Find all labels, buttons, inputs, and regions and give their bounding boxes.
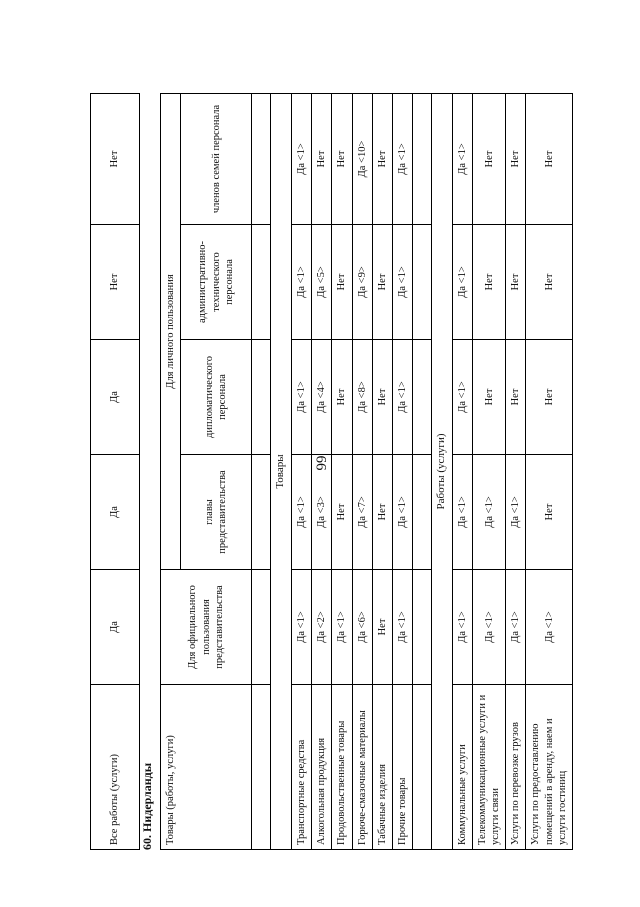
- cell-value: Да <1>: [452, 340, 472, 455]
- cell-value: Да <2>: [312, 570, 332, 685]
- cell-value: Нет: [506, 94, 526, 225]
- cell-value: Да <8>: [352, 340, 372, 455]
- cell-value: Да <1>: [292, 94, 312, 225]
- all-works-label: Все работы (услуги): [91, 685, 140, 850]
- country-heading: 60. Нидерланды: [140, 762, 154, 850]
- row-name: Коммунальные услуги: [452, 685, 472, 850]
- section-title-services: Работы (услуги): [431, 94, 452, 850]
- cell-value: Нет: [526, 340, 572, 455]
- cell-value: Да <1>: [452, 455, 472, 570]
- cell-value: Нет: [332, 340, 352, 455]
- all-works-value: Да: [91, 570, 140, 685]
- table-row: [352, 94, 372, 850]
- cell-value: Да <1>: [292, 455, 312, 570]
- cell-value: Нет: [312, 94, 332, 225]
- cell-value: Нет: [473, 94, 506, 225]
- cell-value: Нет: [526, 94, 572, 225]
- cell-value: Нет: [506, 340, 526, 455]
- cell-value: Нет: [372, 455, 392, 570]
- cell-value: Да <10>: [352, 94, 372, 225]
- section-row: [271, 94, 292, 850]
- cell-value: Да <1>: [473, 455, 506, 570]
- cell-value: Да <1>: [526, 570, 572, 685]
- table-row: [392, 94, 412, 850]
- cell-value: Нет: [526, 455, 572, 570]
- all-works-value: Да: [91, 455, 140, 570]
- table-row: [526, 94, 572, 850]
- cell-value: Да <1>: [292, 340, 312, 455]
- row-name: Транспортные средства: [292, 685, 312, 850]
- cell-value: Нет: [526, 225, 572, 340]
- cell-value: Да <4>: [312, 340, 332, 455]
- table-row: [473, 94, 506, 850]
- cell-value: Нет: [372, 340, 392, 455]
- cell-value: Да <1>: [452, 94, 472, 225]
- row-name: Услуги по предоставлению помещений в аренду, наем и услуги гостиниц: [526, 685, 572, 850]
- header-diplomatic: дипломатического персонала: [181, 340, 252, 455]
- cell-value: Нет: [473, 340, 506, 455]
- cell-value: Да <1>: [332, 570, 352, 685]
- table-row: [312, 94, 332, 850]
- header-goods: Товары (работы, услуги): [161, 685, 252, 850]
- rotated-page-content: [90, 94, 640, 850]
- all-works-value: Нет: [91, 94, 140, 225]
- all-works-row: [91, 94, 140, 850]
- cell-value: Нет: [506, 225, 526, 340]
- all-works-table: [90, 93, 140, 850]
- cell-value: Да <1>: [292, 570, 312, 685]
- cell-value: Да <1>: [392, 225, 412, 340]
- header-row: [161, 94, 181, 850]
- cell-value: Да <1>: [292, 225, 312, 340]
- cell-value: Нет: [332, 225, 352, 340]
- cell-value: Да <1>: [452, 225, 472, 340]
- blank-row: [412, 94, 431, 850]
- cell-value: Да <1>: [392, 94, 412, 225]
- cell-value: Да <1>: [506, 455, 526, 570]
- cell-value: Да <1>: [506, 570, 526, 685]
- header-head: главы представительства: [181, 455, 252, 570]
- cell-value: Да <6>: [352, 570, 372, 685]
- cell-value: Да <7>: [352, 455, 372, 570]
- cell-value: Да <1>: [392, 455, 412, 570]
- header-personal: Для личного пользования: [161, 94, 181, 570]
- row-name: Телекоммуникационные услуги и услуги связи: [473, 685, 506, 850]
- section-title-goods: Товары: [271, 94, 292, 850]
- cell-value: Нет: [473, 225, 506, 340]
- header-family: членов семей персонала: [181, 94, 252, 225]
- table-row: [332, 94, 352, 850]
- cell-value: Нет: [332, 455, 352, 570]
- row-name: Продовольственные товары: [332, 685, 352, 850]
- all-works-value: Нет: [91, 225, 140, 340]
- all-works-value: Да: [91, 340, 140, 455]
- cell-value: Да <1>: [473, 570, 506, 685]
- cell-value: Нет: [372, 94, 392, 225]
- table-row: [372, 94, 392, 850]
- cell-value: Нет: [372, 570, 392, 685]
- row-name: Табачные изделия: [372, 685, 392, 850]
- header-official: Для официального пользования представительства: [161, 570, 252, 685]
- blank-row: [252, 94, 271, 850]
- table-row: [452, 94, 472, 850]
- cell-value: Да <1>: [392, 570, 412, 685]
- cell-value: Нет: [372, 225, 392, 340]
- row-name: Услуги по перевозке грузов: [506, 685, 526, 850]
- cell-value: Нет: [332, 94, 352, 225]
- cell-value: Да <5>: [312, 225, 332, 340]
- section-row: [431, 94, 452, 850]
- privileges-table: [160, 93, 573, 850]
- table-row: [292, 94, 312, 850]
- cell-value: Да <9>: [352, 225, 372, 340]
- header-admin: административно-технического персонала: [181, 225, 252, 340]
- page-number: 66: [312, 455, 329, 471]
- row-name: Горюче-смазочные материалы: [352, 685, 372, 850]
- cell-value: Да <3>: [312, 455, 332, 570]
- cell-value: Да <1>: [392, 340, 412, 455]
- table-row: [506, 94, 526, 850]
- row-name: Алкогольная продукция: [312, 685, 332, 850]
- row-name: Прочие товары: [392, 685, 412, 850]
- cell-value: Да <1>: [452, 570, 472, 685]
